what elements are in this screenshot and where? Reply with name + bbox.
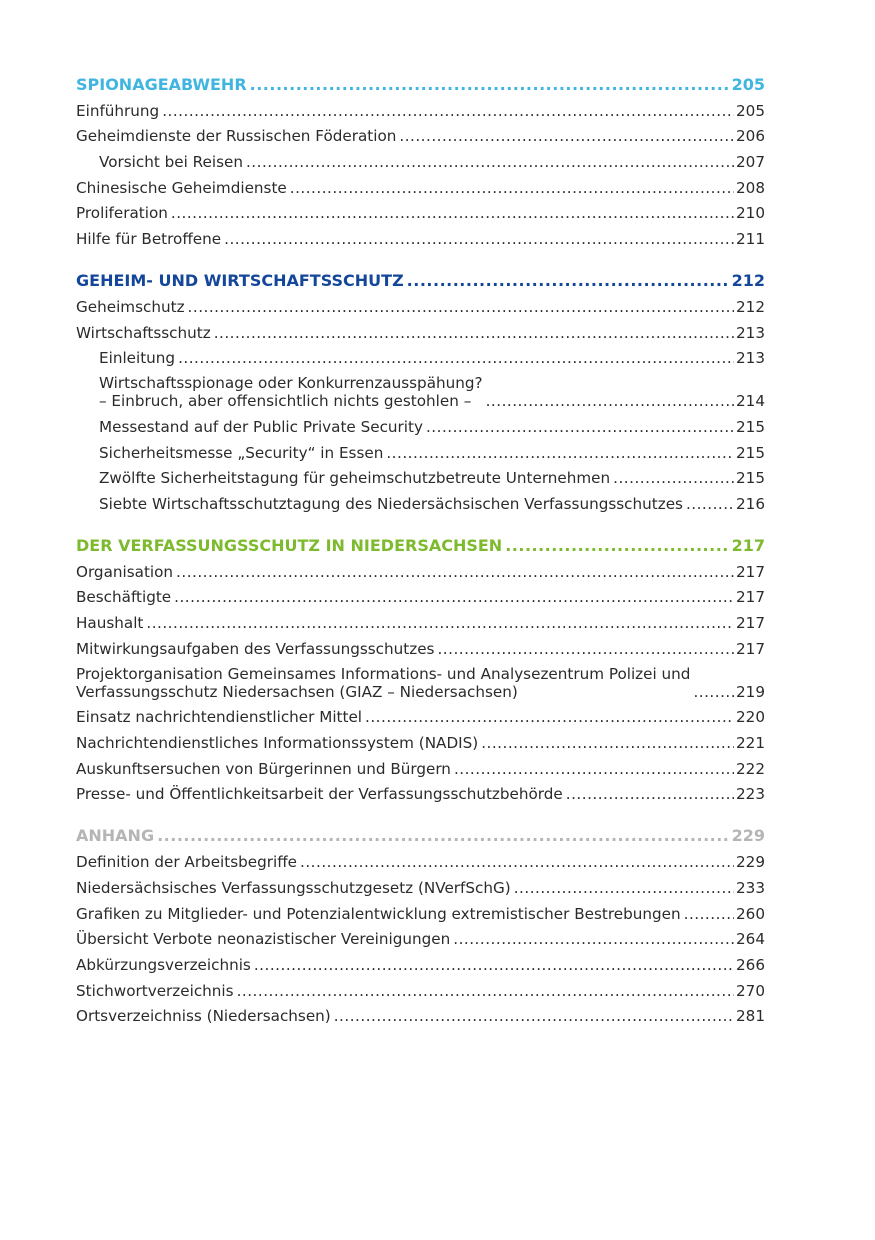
- dot-leader: [486, 392, 734, 410]
- toc-entry-title: Vorsicht bei Reisen: [99, 153, 243, 172]
- toc-entry[interactable]: [76, 410, 765, 436]
- toc-section-verfassungsschutz: [76, 529, 765, 804]
- toc-entry-page-number: 215: [736, 469, 765, 488]
- toc-entry-title: [76, 665, 690, 701]
- toc-entry[interactable]: [76, 581, 765, 607]
- toc-entry[interactable]: [76, 701, 765, 727]
- dot-leader: [613, 469, 734, 487]
- toc-entry[interactable]: [76, 222, 765, 248]
- toc-entry-page-number: 217: [736, 614, 765, 632]
- toc-entry[interactable]: [76, 462, 765, 488]
- toc-entry[interactable]: [76, 897, 765, 923]
- toc-entry-page-number: 215: [736, 417, 765, 436]
- toc-entry-title: Geheimdienste der Russischen Föderation: [76, 127, 397, 146]
- toc-entry-page-number: 213: [736, 349, 765, 368]
- dot-leader: [505, 537, 729, 555]
- dot-leader: [290, 179, 734, 197]
- toc-entry-page-number: 207: [736, 153, 765, 172]
- toc-entry-title: Einleitung: [99, 349, 176, 368]
- dot-leader: [684, 905, 734, 923]
- toc-entry-title: Proliferation: [76, 204, 168, 223]
- toc-entry-title: Auskunftsersuchen von Bürgerinnen und Bürgern: [76, 759, 451, 778]
- section-heading-title: SPIONAGEABWEHR: [76, 75, 247, 94]
- toc-entry[interactable]: [76, 316, 765, 342]
- section-heading-title: GEHEIM- UND WIRTSCHAFTSSCHUTZ: [76, 271, 404, 291]
- toc-entry-page-number: 214: [736, 392, 765, 411]
- dot-leader: [224, 230, 734, 248]
- toc-entry[interactable]: [76, 120, 765, 146]
- toc-entry-title-line-1: Projektorganisation Gemeinsames Informations- und Analysezentrum Polizei und: [76, 664, 691, 683]
- dot-leader: [254, 956, 734, 974]
- toc-entry-title: Übersicht Verbote neonazistischer Vereinigungen: [76, 930, 451, 949]
- dot-leader: [693, 683, 734, 701]
- toc-entry-page-number: 266: [736, 955, 765, 974]
- toc-entry-page-number: 270: [736, 981, 765, 1000]
- dot-leader: [399, 127, 734, 145]
- toc-entry[interactable]: [76, 290, 765, 316]
- toc-entry-page-number: 211: [736, 230, 765, 249]
- dot-leader: [481, 734, 734, 752]
- toc-entry[interactable]: [76, 367, 765, 410]
- dot-leader: [237, 982, 734, 1000]
- dot-leader: [250, 76, 730, 94]
- dot-leader: [407, 272, 730, 290]
- toc-entry-page-number: 210: [736, 204, 765, 223]
- toc-entry-page-number: 208: [736, 178, 765, 197]
- toc-entry[interactable]: [76, 436, 765, 462]
- dot-leader: [426, 418, 734, 436]
- toc-entry-title: Abkürzungsverzeichnis: [76, 955, 251, 974]
- toc-entry-title: Definition der Arbeitsbegriffe: [76, 853, 298, 872]
- toc-entry[interactable]: [76, 726, 765, 752]
- toc-entry[interactable]: [76, 94, 765, 120]
- dot-leader: [157, 827, 730, 845]
- dot-leader: [214, 324, 734, 342]
- toc-entry-page-number: 219: [736, 682, 765, 701]
- dot-leader: [437, 640, 734, 658]
- toc-entry-page-number: 223: [736, 785, 765, 804]
- toc-entry-title-line-2: – Einbruch, aber offensichtlich nichts gestohlen –: [99, 392, 472, 411]
- toc-entry-title: Organisation: [76, 562, 174, 581]
- toc-entry-title: Geheimschutz: [76, 297, 185, 316]
- dot-leader: [386, 444, 734, 462]
- toc-entry-title: Stichwortverzeichnis: [76, 981, 234, 1000]
- toc-entry[interactable]: [76, 845, 765, 871]
- dot-leader: [566, 785, 734, 803]
- toc-entry[interactable]: [76, 871, 765, 897]
- toc-entry-title: Hilfe für Betroffene: [76, 230, 222, 249]
- dot-leader: [453, 930, 734, 948]
- toc-section-geheim: [76, 264, 765, 513]
- toc-entry-title-line-2: Verfassungsschutz Niedersachsen (GIAZ – Niedersachsen): [76, 682, 518, 701]
- toc-entry-page-number: 216: [736, 494, 765, 513]
- toc-entry-title: Haushalt: [76, 614, 144, 632]
- toc-entry[interactable]: [76, 923, 765, 949]
- toc-section-spionage: [76, 68, 765, 248]
- toc-entry[interactable]: [76, 778, 765, 804]
- section-heading[interactable]: [76, 68, 765, 94]
- dot-leader: [176, 563, 734, 581]
- section-heading[interactable]: [76, 819, 765, 845]
- toc-section-anhang: [76, 819, 765, 1025]
- toc-entry-title: Messestand auf der Public Private Security: [99, 417, 423, 436]
- toc-entry-page-number: 217: [736, 588, 765, 607]
- toc-entry[interactable]: [76, 197, 765, 223]
- toc-entry-title: Mitwirkungsaufgaben des Verfassungsschutzes: [76, 639, 435, 658]
- toc-entry-page-number: 213: [736, 323, 765, 342]
- toc-entry-title: Einsatz nachrichtendienstlicher Mittel: [76, 708, 363, 727]
- dot-leader: [454, 760, 734, 778]
- dot-leader: [171, 204, 734, 222]
- toc-entry-title: Einführung: [76, 101, 160, 120]
- section-heading-title: DER VERFASSUNGSSCHUTZ IN NIEDERSACHSEN: [76, 535, 503, 555]
- toc-entry[interactable]: [76, 145, 765, 171]
- toc-entry-page-number: 222: [736, 759, 765, 778]
- toc-entry-title-line-1: Wirtschaftsspionage oder Konkurrenzausspähung?: [99, 374, 483, 393]
- toc-entry-title: Zwölfte Sicherheitstagung für geheimschutzbetreute Unternehmen: [99, 469, 611, 488]
- toc-entry-title: Sicherheitsmesse „Security“ in Essen: [99, 443, 384, 462]
- toc-entry[interactable]: [76, 632, 765, 658]
- toc-entry[interactable]: [76, 171, 765, 197]
- toc-entry-title: Siebte Wirtschaftsschutztagung des Niedersächsischen Verfassungsschutzes: [99, 494, 683, 513]
- dot-leader: [334, 1007, 734, 1025]
- table-of-contents: [76, 68, 765, 1025]
- toc-entry-title: Nachrichtendienstliches Informationssystem (NADIS): [76, 734, 479, 753]
- dot-leader: [178, 349, 734, 367]
- section-heading-page-number: 217: [731, 535, 765, 555]
- toc-entry[interactable]: [76, 487, 765, 513]
- toc-entry-title: [76, 374, 483, 410]
- toc-entry-page-number: 260: [736, 904, 765, 923]
- section-heading-page-number: 229: [731, 826, 765, 846]
- section-heading-page-number: 212: [731, 271, 765, 291]
- toc-entry-page-number: 217: [736, 562, 765, 581]
- toc-entry[interactable]: [76, 1000, 765, 1026]
- section-heading-page-number: 205: [731, 75, 765, 94]
- toc-entry-title: Niedersächsisches Verfassungsschutzgesetz (NVerfSchG): [76, 878, 511, 897]
- toc-entry-title: Ortsverzeichniss (Niedersachsen): [76, 1007, 331, 1026]
- section-heading[interactable]: [76, 264, 765, 290]
- dot-leader: [246, 153, 734, 171]
- toc-entry[interactable]: [76, 342, 765, 368]
- toc-entry-page-number: 205: [736, 101, 765, 120]
- dot-leader: [146, 614, 734, 632]
- dot-leader: [162, 102, 734, 120]
- toc-entry-title: Grafiken zu Mitglieder- und Potenzialentwicklung extremistischer Bestrebungen: [76, 904, 681, 923]
- toc-entry-page-number: 264: [736, 930, 765, 949]
- toc-entry-title: Beschäftigte: [76, 588, 172, 607]
- toc-entry-title: Chinesische Geheimdienste: [76, 178, 287, 197]
- toc-entry[interactable]: [76, 974, 765, 1000]
- dot-leader: [686, 495, 734, 513]
- toc-entry-page-number: 206: [736, 127, 765, 146]
- section-heading-title: ANHANG: [76, 826, 155, 846]
- dot-leader: [300, 853, 734, 871]
- toc-entry-title: Presse- und Öffentlichkeitsarbeit der Verfassungsschutzbehörde: [76, 785, 563, 804]
- toc-entry-page-number: 220: [736, 708, 765, 727]
- toc-entry-page-number: 281: [736, 1007, 765, 1026]
- toc-entry[interactable]: [76, 658, 765, 701]
- toc-entry[interactable]: [76, 948, 765, 974]
- toc-entry-page-number: 212: [736, 297, 765, 316]
- toc-entry-page-number: 233: [736, 878, 765, 897]
- toc-entry-page-number: 217: [736, 639, 765, 658]
- toc-entry[interactable]: [76, 555, 765, 581]
- dot-leader: [188, 298, 734, 316]
- toc-entry-page-number: 229: [736, 853, 765, 872]
- section-heading[interactable]: [76, 529, 765, 555]
- dot-leader: [365, 708, 734, 726]
- toc-entry-page-number: 221: [736, 734, 765, 753]
- toc-entry-title: Wirtschaftsschutz: [76, 323, 211, 342]
- dot-leader: [514, 879, 734, 897]
- toc-entry[interactable]: [76, 752, 765, 778]
- toc-entry-page-number: 215: [736, 443, 765, 462]
- dot-leader: [174, 588, 734, 606]
- toc-entry[interactable]: [76, 606, 765, 632]
